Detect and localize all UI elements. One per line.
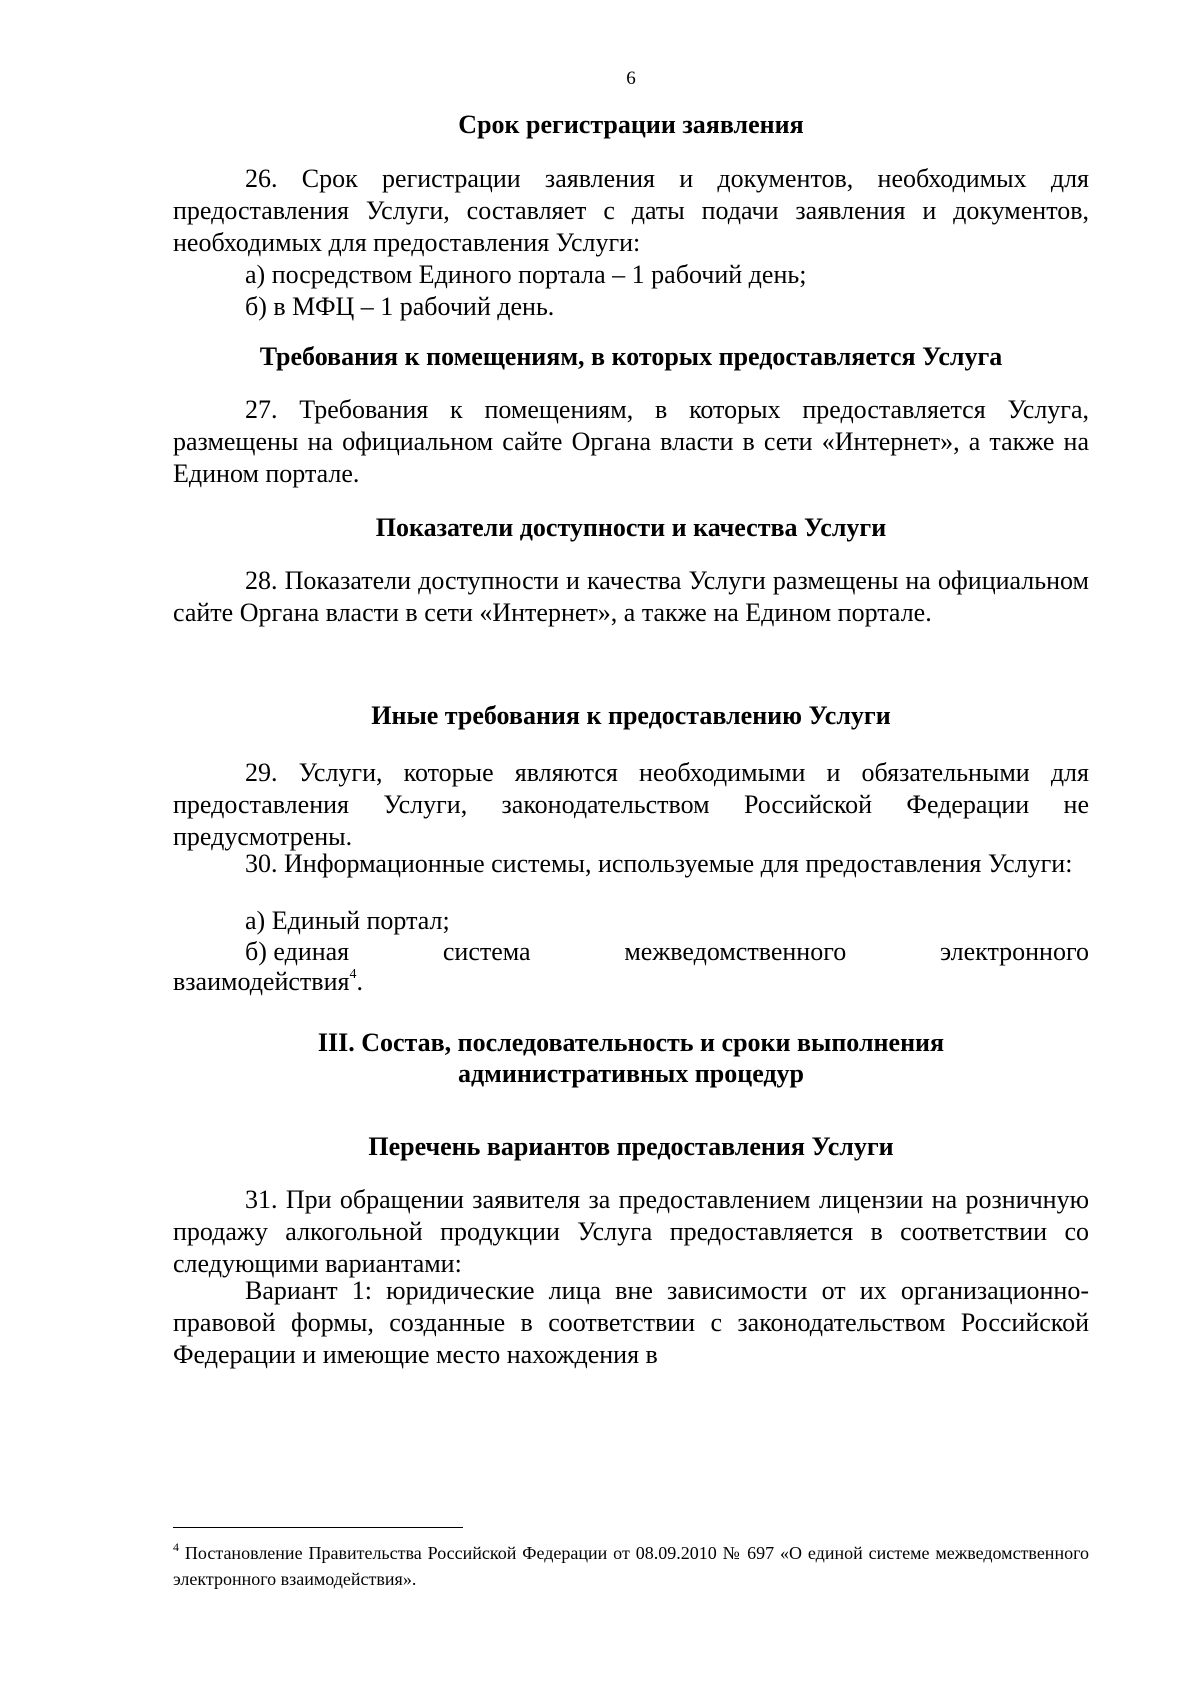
paragraph-29: 29. Услуги, которые являются необходимыми и обязательными для предоставления Услуги, законодательством Российской Федерации не предусмотрены. [173, 758, 1089, 851]
document-page [173, 0, 1089, 1697]
text: . [356, 967, 363, 996]
word: межведомственного [624, 937, 847, 966]
paragraph-30-a: а) Единый портал; [245, 906, 450, 935]
footnote-ref: 4 [349, 967, 357, 982]
heading-variants-list: Перечень вариантов предоставления Услуги [368, 1132, 894, 1161]
heading-premises-requirements: Требования к помещениям, в которых предоставляется Услуга [259, 342, 1003, 371]
paragraph-variant-1: Вариант 1: юридические лица вне зависимости от их организационно-правовой формы, созданные в соответствии с законодательством Российской Федерации и имеющие место нахождения в [173, 1276, 1089, 1369]
word: б) единая [245, 937, 350, 966]
paragraph-30-b-line2 [173, 966, 1089, 998]
heading-registration-term: Срок регистрации заявления [458, 110, 804, 139]
text: взаимодействия [173, 967, 350, 996]
heading-section-iii-line1: III. Состав, последовательность и сроки выполнения [317, 1028, 945, 1057]
paragraph-26-a: а) посредством Единого портала – 1 рабочий день; [245, 260, 807, 289]
footnote-divider [173, 1527, 463, 1528]
word: электронного [939, 937, 1089, 966]
footnote-marker: 4 [173, 1540, 179, 1554]
heading-other-requirements: Иные требования к предоставлению Услуги [371, 701, 891, 730]
footnote [173, 1540, 1089, 1592]
paragraph-31: 31. При обращении заявителя за предоставлением лицензии на розничную продажу алкогольной продукции Услуга предоставляется в соответствии со следующими вариантами: [173, 1185, 1089, 1278]
heading-section-iii-line2: административных процедур [457, 1059, 805, 1088]
footnote-text: Постановление Правительства Российской Федерации от 08.09.2010 № 697 «О единой системе межведомственного электронного взаимодействия». [173, 1543, 1090, 1589]
paragraph-30-b-line1 [245, 936, 1089, 968]
page-number: 6 [626, 68, 636, 89]
word: система [442, 937, 531, 966]
paragraph-28: 28. Показатели доступности и качества Услуги размещены на официальном сайте Органа власти в сети «Интернет», а также на Едином портале. [173, 566, 1089, 627]
paragraph-27: 27. Требования к помещениям, в которых предоставляется Услуга, размещены на официальном сайте Органа власти в сети «Интернет», а также на Едином портале. [173, 395, 1089, 488]
heading-availability-indicators: Показатели доступности и качества Услуги [375, 513, 887, 542]
paragraph-26: 26. Срок регистрации заявления и документов, необходимых для предоставления Услуги, составляет с даты подачи заявления и документов, необходимых для предоставления Услуги: [173, 164, 1089, 257]
paragraph-30: 30. Информационные системы, используемые для предоставления Услуги: [245, 849, 1073, 878]
paragraph-26-b: б) в МФЦ – 1 рабочий день. [245, 292, 555, 321]
